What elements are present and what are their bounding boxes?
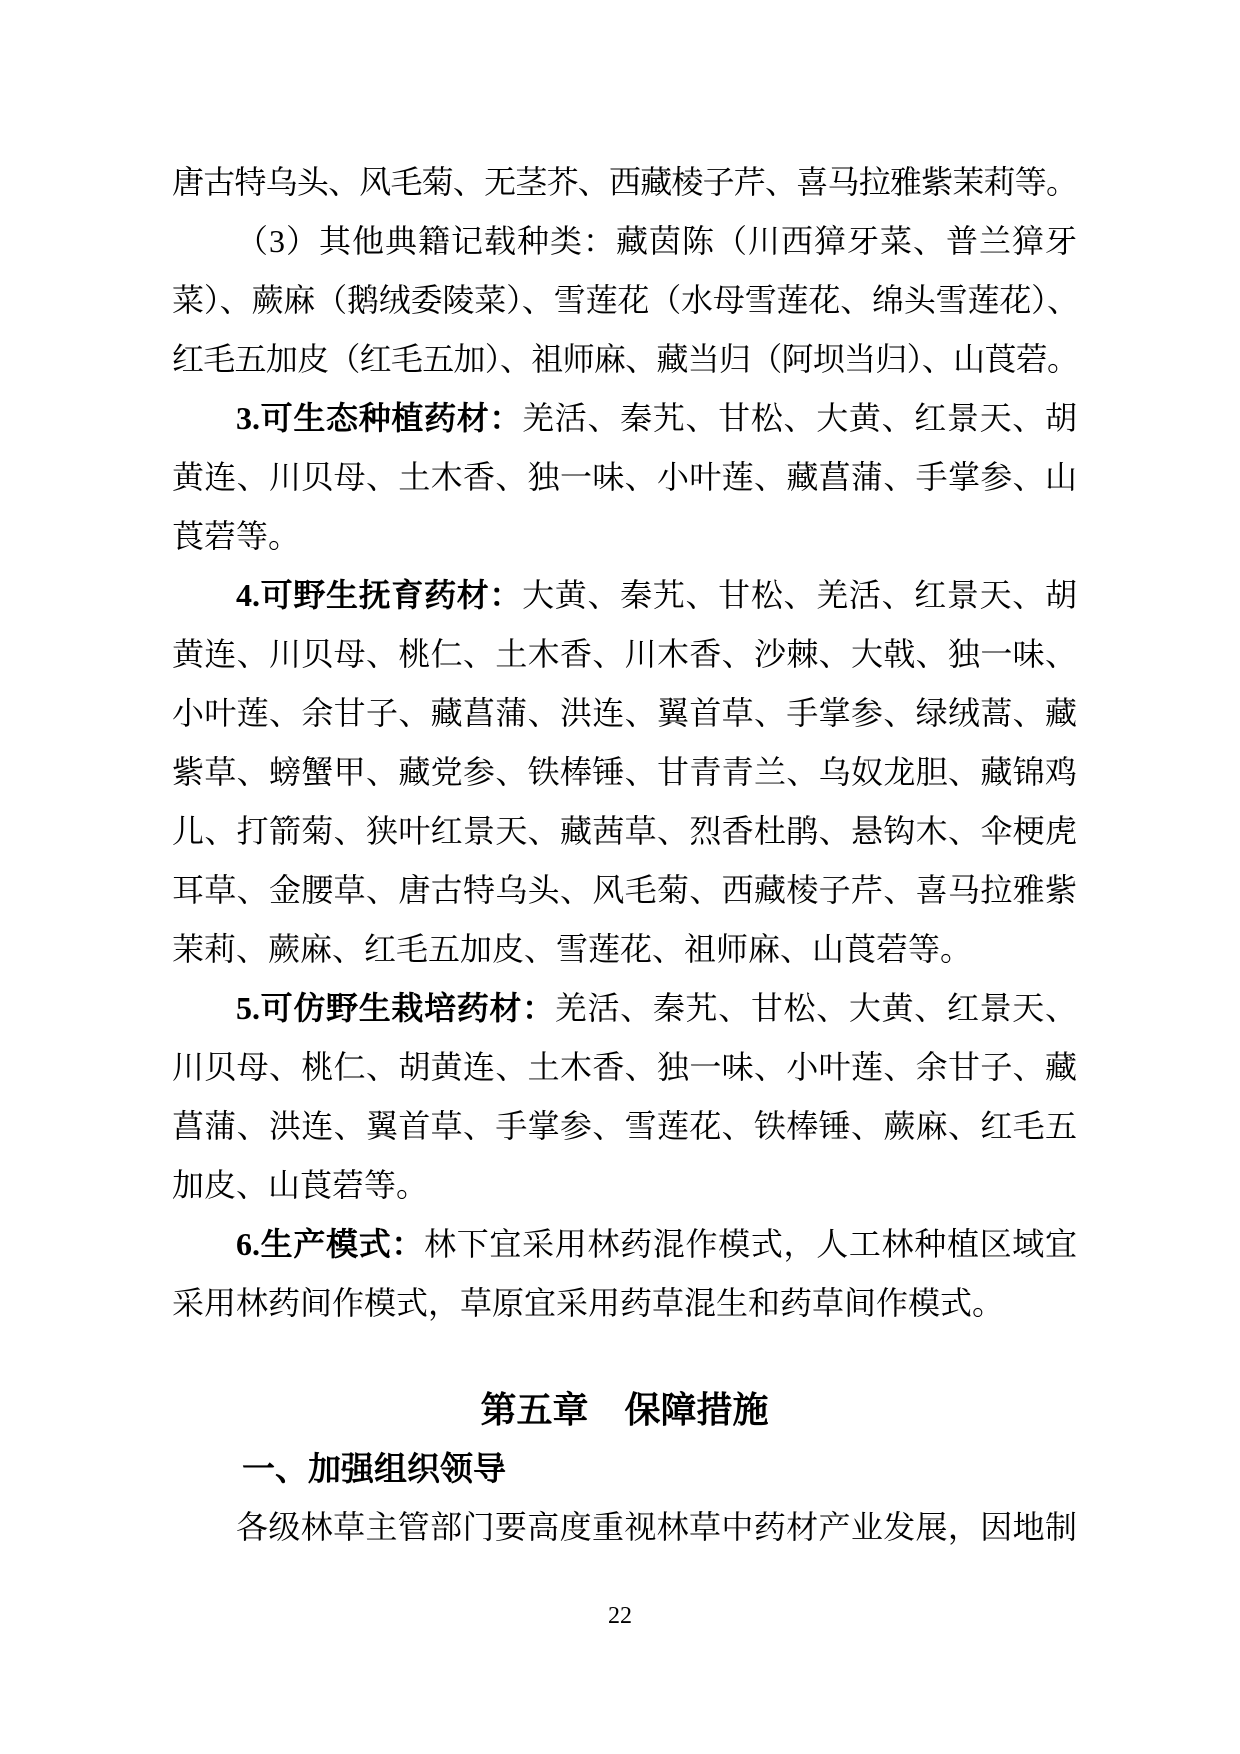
line-text: 黄连、川贝母、土木香、独一味、小叶莲、藏菖蒲、手掌参、山 (172, 459, 1077, 495)
paragraph-lead-label: 4.可野生抚育药材： (236, 577, 523, 613)
line-text: 林下宜采用林药混作模式，人工林种植区域宜 (424, 1226, 1077, 1262)
text-line (172, 743, 1077, 802)
text-line (172, 802, 1077, 861)
line-text: （3）其他典籍记载种类：藏茵陈（川西獐牙菜、普兰獐牙 (236, 223, 1077, 259)
text-line (172, 1097, 1077, 1156)
line-text: 菜）、蕨麻（鹅绒委陵菜）、雪莲花（水母雪莲花、绵头雪莲花）、 (172, 282, 1077, 318)
text-line (172, 1038, 1077, 1097)
text-line (172, 330, 1077, 389)
text-line (172, 153, 1077, 212)
line-text: 大黄、秦艽、甘松、羌活、红景天、胡 (522, 577, 1077, 613)
para-eco-plantable-herbs (172, 389, 1077, 566)
text-line (172, 1274, 1077, 1333)
line-text: 菖蒲、洪连、翼首草、手掌参、雪莲花、铁棒锤、蕨麻、红毛五 (172, 1108, 1077, 1144)
text-line (172, 448, 1077, 507)
text-line (172, 979, 1077, 1038)
text-line (172, 507, 1077, 566)
text-line (172, 212, 1077, 271)
line-text: 黄连、川贝母、桃仁、土木香、川木香、沙棘、大戟、独一味、 (172, 636, 1077, 672)
line-text: 羌活、秦艽、甘松、大黄、红景天、胡 (522, 400, 1077, 436)
para-production-mode (172, 1215, 1077, 1333)
document-content (172, 153, 1077, 1557)
para-simulated-wild-cultivation-herbs (172, 979, 1077, 1215)
line-text: 紫草、螃蟹甲、藏党参、铁棒锤、甘青青兰、乌奴龙胆、藏锦鸡 (172, 754, 1077, 790)
line-text: 儿、打箭菊、狭叶红景天、藏茜草、烈香杜鹃、悬钩木、伞梗虎 (172, 813, 1077, 849)
text-line (172, 684, 1077, 743)
line-text: 采用林药间作模式，草原宜采用药草混生和药草间作模式。 (172, 1285, 1005, 1321)
line-text: 莨菪等。 (172, 518, 301, 554)
line-text: 唐古特乌头、风毛菊、无茎芥、西藏棱子芹、喜马拉雅紫茉莉等。 (172, 164, 1077, 200)
page-number: 22 (608, 1603, 632, 1629)
chapter-heading: 第五章 保障措施 (480, 1389, 769, 1430)
paragraph-lead-label: 6.生产模式： (236, 1226, 425, 1262)
para-tail-previous-list (172, 153, 1077, 212)
line-text: 羌活、秦艽、甘松、大黄、红景天、 (554, 990, 1077, 1026)
text-line (172, 1215, 1077, 1274)
paragraph-lead-label: 3.可生态种植药材： (236, 400, 523, 436)
line-text: 小叶莲、余甘子、藏菖蒲、洪连、翼首草、手掌参、绿绒蒿、藏 (172, 695, 1077, 731)
line-text: 茉莉、蕨麻、红毛五加皮、雪莲花、祖师麻、山莨菪等。 (172, 931, 973, 967)
line-text: 川贝母、桃仁、胡黄连、土木香、独一味、小叶莲、余甘子、藏 (172, 1049, 1077, 1085)
text-line (172, 920, 1077, 979)
text-line (172, 271, 1077, 330)
para-other-classic-records (172, 212, 1077, 389)
text-line (172, 389, 1077, 448)
section-body-line: 各级林草主管部门要高度重视林草中药材产业发展，因地制 (236, 1509, 1077, 1545)
section-heading: 一、加强组织领导 (242, 1450, 506, 1487)
para-wild-tending-herbs (172, 566, 1077, 979)
line-text: 耳草、金腰草、唐古特乌头、风毛菊、西藏棱子芹、喜马拉雅紫 (172, 872, 1077, 908)
line-text: 红毛五加皮（红毛五加）、祖师麻、藏当归（阿坝当归）、山莨菪。 (172, 341, 1077, 377)
text-line (172, 566, 1077, 625)
paragraph-lead-label: 5.可仿野生栽培药材： (236, 990, 555, 1026)
text-line (172, 861, 1077, 920)
paragraph-block (172, 153, 1077, 1333)
text-line (172, 1156, 1077, 1215)
line-text: 加皮、山莨菪等。 (172, 1167, 429, 1203)
text-line (172, 625, 1077, 684)
